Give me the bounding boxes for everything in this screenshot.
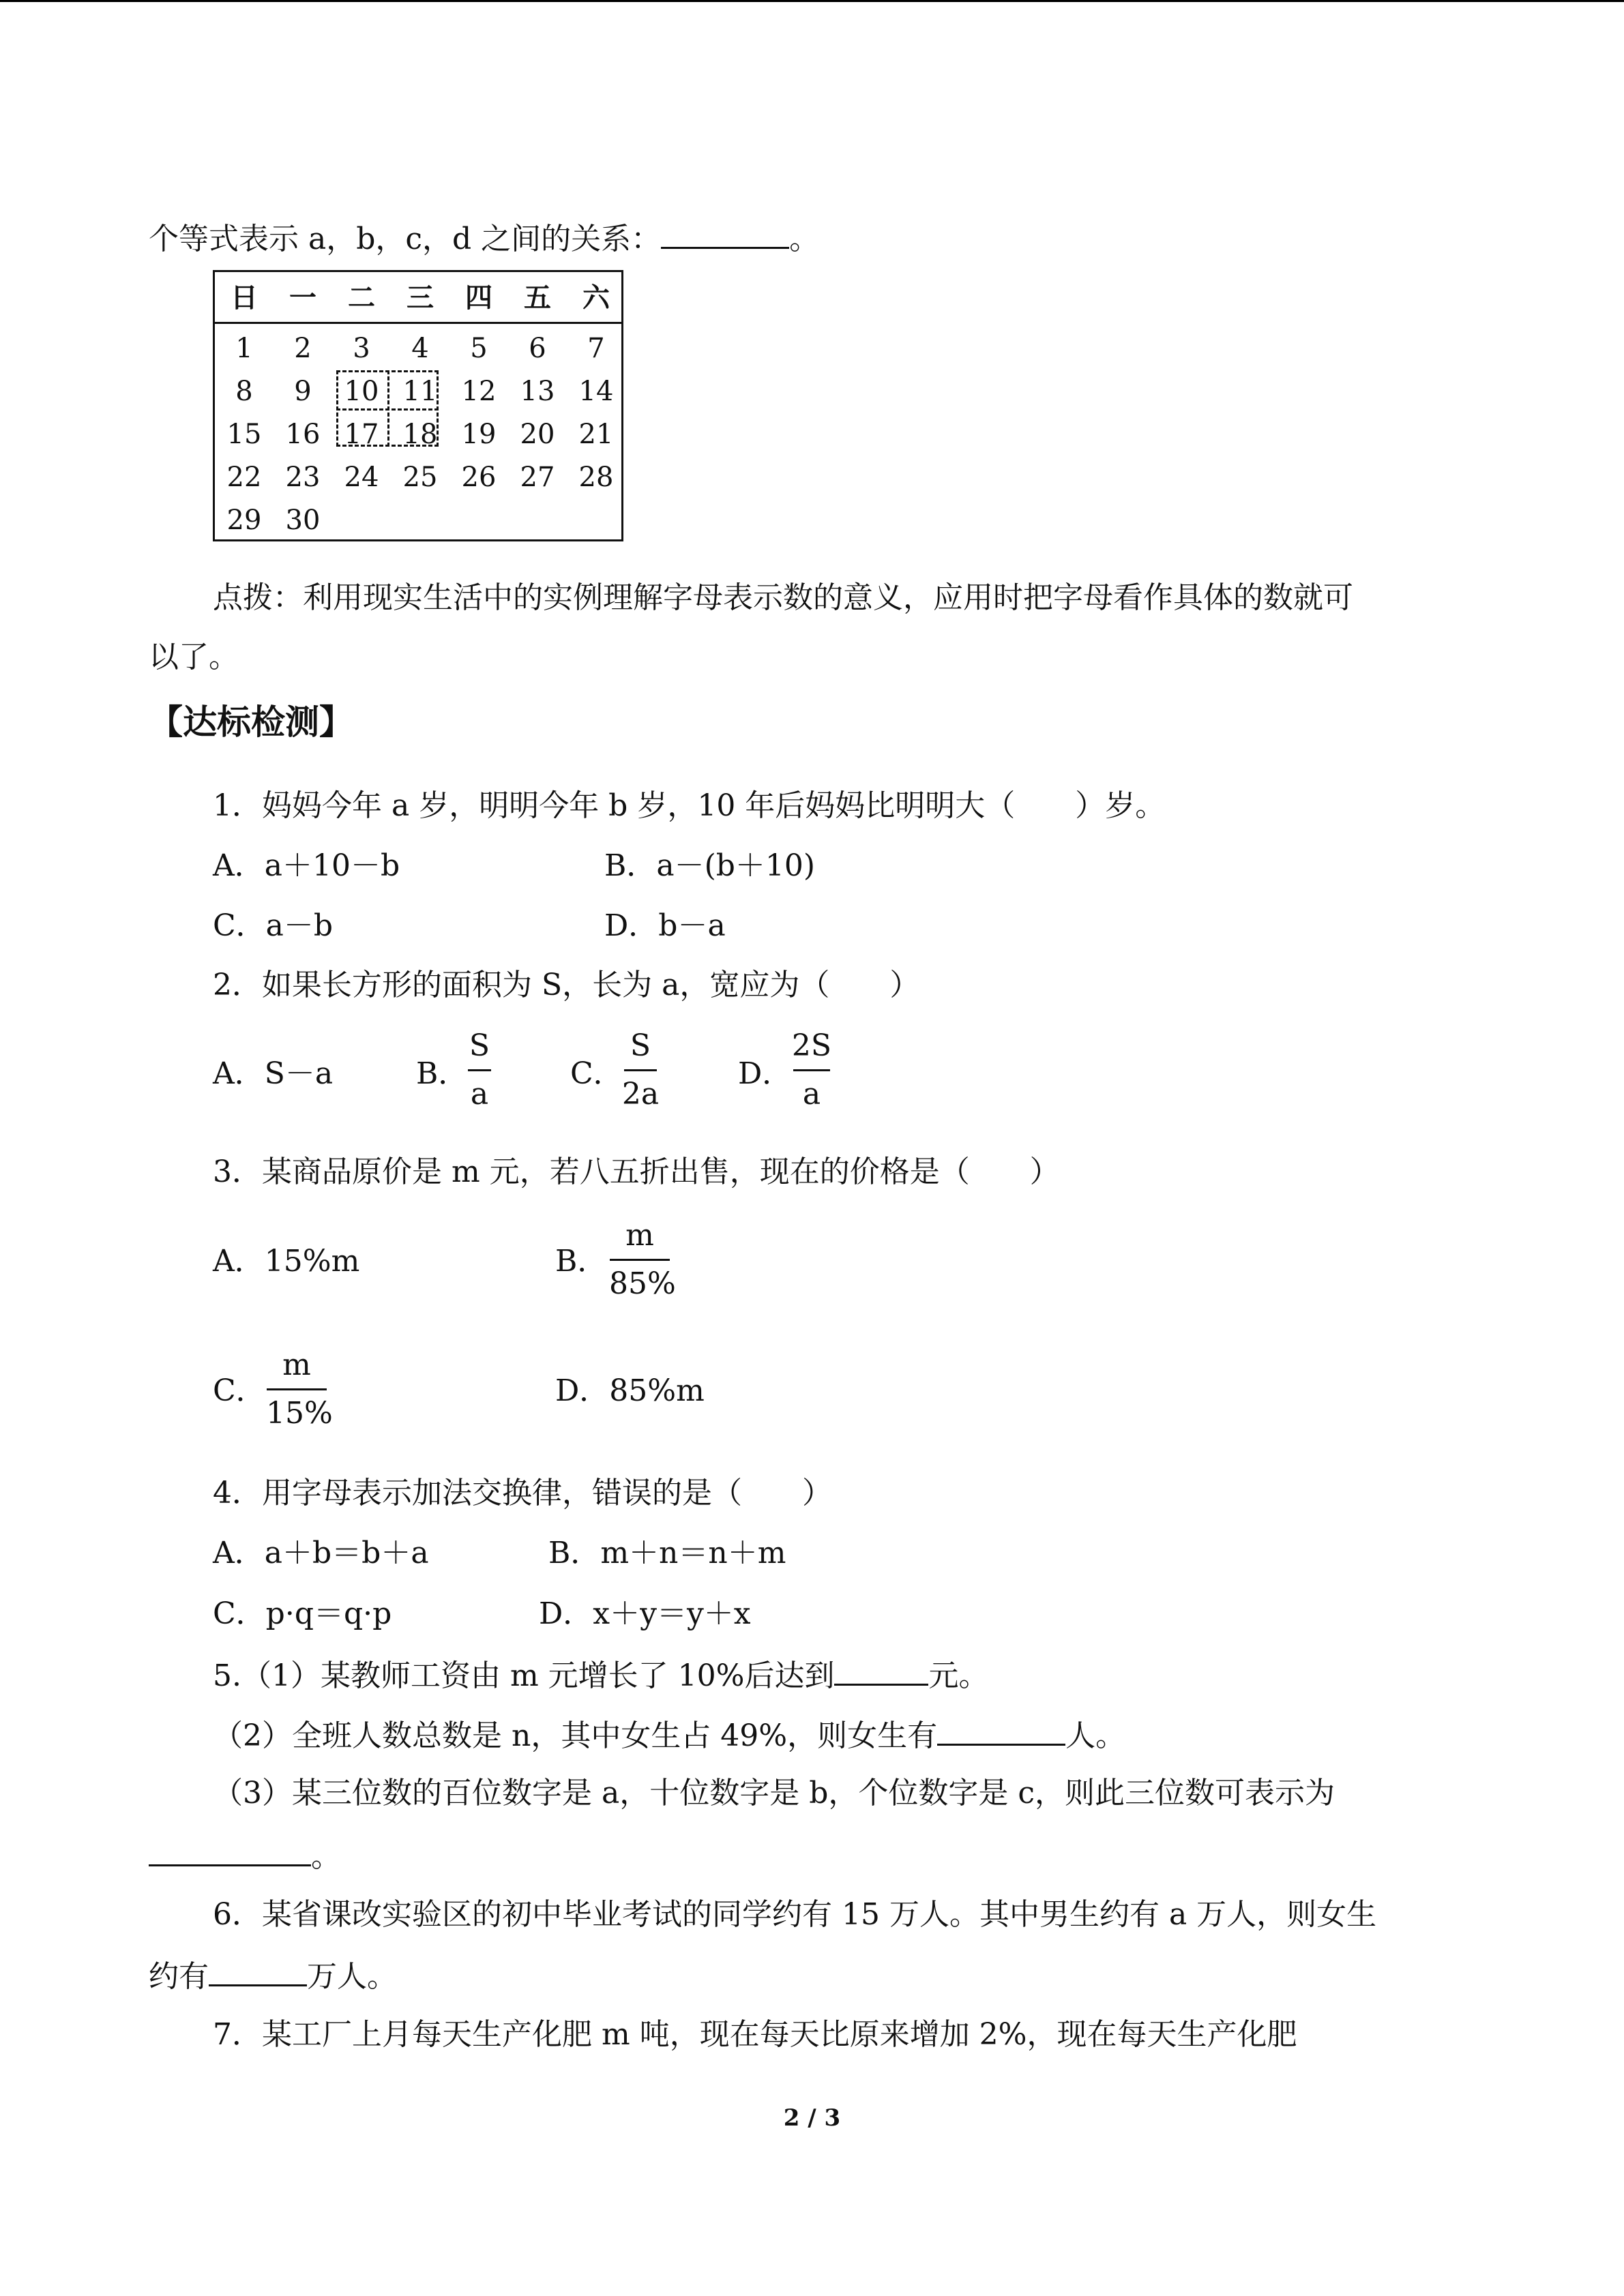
calendar-day: 12 <box>461 376 497 407</box>
intro-line <box>149 222 819 254</box>
numerator: 2S <box>791 1028 832 1063</box>
numerator: m <box>282 1347 311 1382</box>
q3-option-c-label: C． <box>213 1373 266 1408</box>
calendar-day: 5 <box>470 333 488 364</box>
calendar-day: 20 <box>520 419 555 450</box>
calendar-header-cell: 三 <box>407 282 434 314</box>
fraction-bar <box>468 1069 491 1071</box>
calendar-day: 7 <box>587 333 605 364</box>
fraction-bar <box>793 1069 830 1071</box>
calendar-day: 22 <box>226 462 262 493</box>
fraction-bar <box>624 1069 657 1071</box>
calendar-day: 11 <box>402 376 438 407</box>
q5-part-3-answer <box>149 1840 341 1872</box>
answer-blank <box>834 1659 928 1686</box>
calendar-day: 24 <box>344 462 379 493</box>
q1-option-a: A．a＋10－b <box>213 848 400 883</box>
calendar-day: 28 <box>578 462 614 493</box>
calendar-header-cell: 五 <box>524 282 551 314</box>
q6-line-2-text: 约有 <box>149 1959 209 1994</box>
q4-option-d: D．x＋y＝y＋x <box>539 1596 751 1631</box>
q3-option-c-fraction <box>266 1347 333 1431</box>
calendar-header-cell: 一 <box>289 282 316 314</box>
calendar-day: 29 <box>226 505 262 536</box>
q3-stem: 3．某商品原价是 m 元，若八五折出售，现在的价格是（ ） <box>213 1154 1060 1189</box>
q4-stem: 4．用字母表示加法交换律，错误的是（ ） <box>213 1476 832 1510</box>
denominator: 85% <box>609 1266 676 1301</box>
q4-option-c: C．p·q＝q·p <box>213 1596 392 1631</box>
q5-part-3-end: 。 <box>311 1839 341 1874</box>
q6-line-2 <box>149 1960 397 1992</box>
fraction-bar <box>610 1259 670 1261</box>
q2-option-d-label: D． <box>738 1056 793 1091</box>
calendar-day: 16 <box>285 419 321 450</box>
q1-option-b: B．a－(b＋10) <box>604 848 816 883</box>
q2-option-b-fraction <box>449 1028 510 1112</box>
calendar-day: 13 <box>520 376 555 407</box>
calendar-day: 30 <box>285 505 321 536</box>
calendar-day: 14 <box>578 376 614 407</box>
calendar-day: 17 <box>344 419 379 450</box>
top-rule <box>0 0 1624 2</box>
calendar-day: 25 <box>402 462 438 493</box>
q6-line-1: 6．某省课改实验区的初中毕业考试的同学约有 15 万人。其中男生约有 a 万人，则女生 <box>213 1897 1377 1932</box>
calendar-day: 26 <box>461 462 497 493</box>
q5-part-2-text: （2）全班人数总数是 n，其中女生占 49%，则女生有 <box>213 1718 938 1753</box>
denominator: a <box>802 1077 821 1112</box>
q4-option-b: B．m＋n＝n＋m <box>548 1536 786 1570</box>
q2-option-b-label: B． <box>416 1056 469 1091</box>
section-title: 【达标检测】 <box>149 702 353 742</box>
q6-line-2-unit: 万人。 <box>307 1959 397 1994</box>
calendar-day: 23 <box>285 462 321 493</box>
numerator: m <box>625 1218 654 1253</box>
hint-line-1: 点拨：利用现实生活中的实例理解字母表示数的意义，应用时把字母看作具体的数就可 <box>213 580 1353 615</box>
calendar-day: 10 <box>344 376 379 407</box>
q5-part-3: （3）某三位数的百位数字是 a，十位数字是 b，个位数字是 c，则此三位数可表示为 <box>213 1776 1335 1810</box>
q3-option-d: D．85%m <box>555 1373 705 1408</box>
calendar-day: 19 <box>461 419 497 450</box>
q2-option-c-label: C． <box>570 1056 623 1091</box>
answer-blank <box>209 1960 307 1986</box>
q3-option-b-fraction <box>609 1218 676 1301</box>
q7-line-1: 7．某工厂上月每天生产化肥 m 吨，现在每天比原来增加 2%，现在每天生产化肥 <box>213 2017 1297 2052</box>
answer-blank <box>937 1719 1065 1746</box>
calendar-header-cell: 日 <box>231 282 258 314</box>
calendar-day: 1 <box>235 333 253 364</box>
q3-option-b-label: B． <box>555 1244 608 1279</box>
page-number: 2 / 3 <box>783 2104 841 2132</box>
answer-blank <box>149 1840 311 1866</box>
calendar-day: 21 <box>578 419 614 450</box>
calendar-day: 18 <box>402 419 438 450</box>
calendar-day: 15 <box>226 419 262 450</box>
calendar-day: 6 <box>529 333 546 364</box>
q5-part-2 <box>213 1719 1125 1751</box>
q5-part-1-unit: 元。 <box>928 1658 989 1693</box>
numerator: S <box>469 1028 490 1063</box>
calendar-day: 4 <box>411 333 429 364</box>
calendar-day: 3 <box>353 333 370 364</box>
q5-part-2-unit: 人。 <box>1065 1718 1126 1753</box>
fraction-bar <box>267 1388 327 1390</box>
q2-option-c-fraction <box>610 1028 671 1112</box>
denominator: 15% <box>266 1396 333 1431</box>
calendar-header-cell: 四 <box>465 282 492 314</box>
q1-option-d: D．b－a <box>604 908 726 943</box>
q2-option-d-fraction <box>781 1028 842 1112</box>
numerator: S <box>630 1028 651 1063</box>
calendar-day: 2 <box>294 333 312 364</box>
q5-part-1-text: 5.（1）某教师工资由 m 元增长了 10%后达到 <box>213 1658 835 1693</box>
calendar-day: 9 <box>294 376 312 407</box>
q1-stem: 1．妈妈今年 a 岁，明明今年 b 岁，10 年后妈妈比明明大（ ）岁。 <box>213 788 1166 823</box>
calendar-header-cell: 二 <box>348 282 375 314</box>
q3-option-a: A．15%m <box>213 1244 360 1279</box>
hint-line-2: 以了。 <box>149 640 239 674</box>
denominator: 2a <box>621 1077 660 1112</box>
intro-end: 。 <box>789 222 820 256</box>
calendar-header-rule <box>215 322 621 324</box>
q5-part-1 <box>213 1659 988 1691</box>
calendar-header-cell: 六 <box>582 282 610 314</box>
calendar-day: 27 <box>520 462 555 493</box>
calendar-table <box>213 270 623 541</box>
q2-option-a: A．S－a <box>213 1056 334 1091</box>
q2-stem: 2．如果长方形的面积为 S，长为 a，宽应为（ ） <box>213 968 920 1002</box>
calendar-day: 8 <box>235 376 253 407</box>
answer-blank <box>661 222 789 249</box>
intro-text: 个等式表示 a，b，c，d 之间的关系： <box>149 222 662 256</box>
q1-option-c: C．a－b <box>213 908 334 943</box>
denominator: a <box>470 1077 489 1112</box>
q4-option-a: A．a＋b＝b＋a <box>213 1536 429 1570</box>
